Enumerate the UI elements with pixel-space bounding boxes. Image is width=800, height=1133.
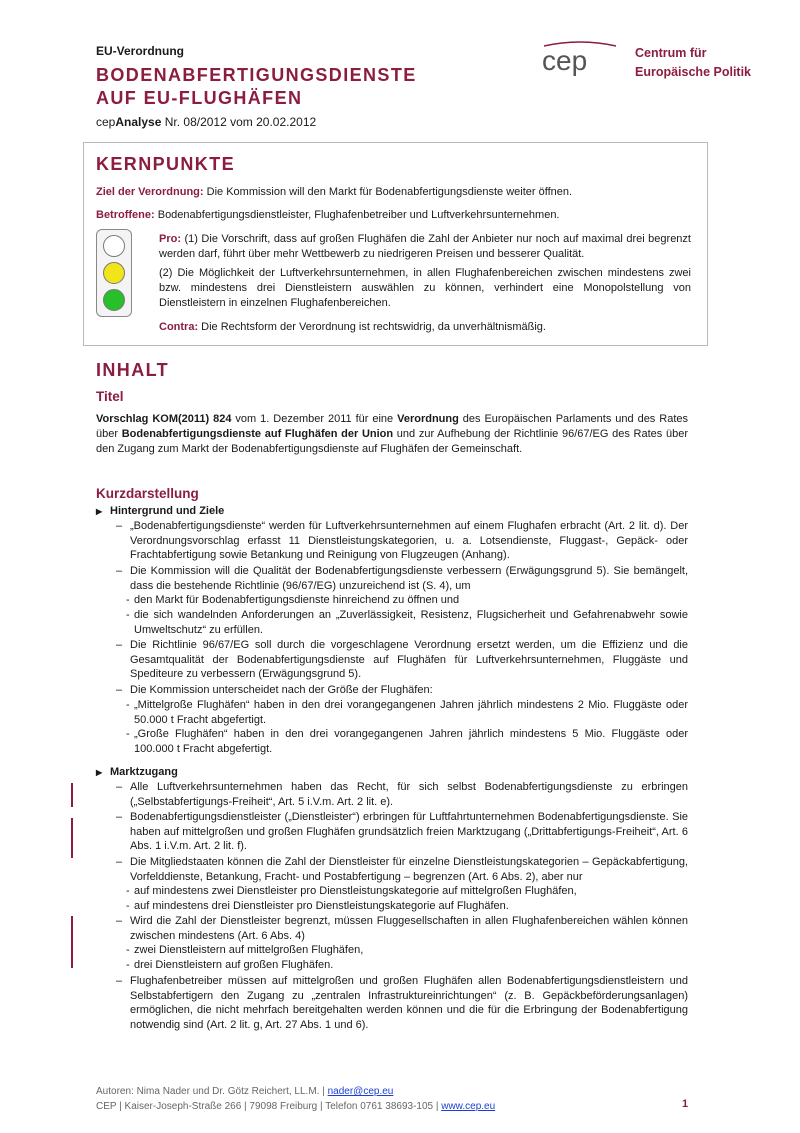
section-title: Hintergrund und Ziele — [110, 505, 225, 517]
titel-bold-3: Bodenabfertigungsdienste auf Flughäfen der Union — [121, 428, 394, 440]
footer-authors: Autoren: Nima Nader und Dr. Götz Reichert, LL.M. | — [96, 1086, 328, 1097]
list-item: – Die Kommission will die Qualität der Bodenabfertigungsdienste verbessern (Erwägungsgrund 5). Sie bemängelt, dass die bestehende Richtlinie (96/67/EG) unzureichend ist (S. 4), um — [116, 565, 688, 592]
traffic-light-green — [103, 289, 125, 311]
logo-line-2: Europäische Politik — [635, 65, 752, 79]
contra-label: Contra: — [159, 321, 199, 333]
list-item-text: Die Kommission will die Qualität der Bodenabfertigungsdienste verbessern (Erwägungsgrund 5). Sie bemängelt, dass die bestehende Richtlinie (96/67/EG) unzureichend ist (S. 4), um — [130, 565, 688, 592]
ziel-line — [96, 185, 692, 200]
sub-item-text: „Mittelgroße Flughäfen“ haben in den drei vorangegangenen Jahren jährlich mindestens 2 Mio. Fluggäste oder 50.000 t Fracht abgefertigt. — [134, 699, 688, 726]
titel-paragraph — [96, 412, 688, 457]
list-item-text: Die Mitgliedstaaten können die Zahl der Dienstleister für einzelne Dienstleistungskategorien – Gepäckabfertigung, Vorfelddienste, Betankung, Fracht- und Postabfertigung – begrenzen (Art. 6 Abs. 2), aber nur — [130, 856, 688, 883]
cep-logo — [538, 40, 622, 80]
footer — [96, 1084, 495, 1114]
sub-item-text: die sich wandelnden Anforderungen an „Zuverlässigkeit, Resistenz, Flugsicherheit und Gefahrenabwehr sowie Umweltschutz“ zu erfüllen. — [134, 609, 688, 636]
list-item-text: Bodenabfertigungsdienstleister („Dienstleister“) erbringen für Luftfahrtunternehmen Bodenabfertigungsdienste. Sie haben auf mittelgroßen und großen Flughäfen grundsätzlich freien Marktzugang („Drittabfertigungs-Freiheit“, Art. 6 Abs. 1 i.V.m. Art. 2 lit. f). — [130, 811, 688, 852]
list-item-text: Alle Luftverkehrsunternehmen haben das Recht, für sich selbst Bodenabfertigungsdienste zu erbringen („Selbstabfertigungs-Freiheit“, Art. 5 i.V.m. Art. 2 lit. e). — [130, 781, 688, 808]
ziel-label: Ziel der Verordnung: — [96, 186, 204, 198]
sub-list-item: - die sich wandelnden Anforderungen an „Zuverlässigkeit, Resistenz, Flugsicherheit und Gefahrenabwehr sowie Umweltschutz“ zu erfüllen. — [126, 609, 688, 636]
sub-item-text: „Große Flughäfen“ haben in den drei vorangegangenen Jahren jährlich mindestens 5 Mio. Fluggäste oder 100.000 t Fracht abgefertigt. — [134, 728, 688, 755]
document-kicker: EU-Verordnung — [96, 44, 185, 58]
ziel-text: Die Kommission will den Markt für Bodenabfertigungsdienste weiter öffnen. — [203, 186, 573, 198]
sub-list-item: - „Mittelgroße Flughäfen“ haben in den drei vorangegangenen Jahren jährlich mindestens 2 Mio. Fluggäste oder 50.000 t Fracht abgefertigt. — [126, 699, 688, 726]
footer-address: CEP | Kaiser-Joseph-Straße 266 | 79098 Freiburg | Telefon 0761 38693-105 | — [96, 1101, 442, 1112]
list-item: – „Bodenabfertigungsdienste“ werden für Luftverkehrsunternehmen auf einem Flughafen erbracht (Art. 2 lit. d). Der Verordnungsvorschlag erfasst 11 Dienstleistungskategorien, u. a. Lotsendienste, Fluggast-, Gepäck- oder Frachtabfertigung sowie Betankung und Reinigung von Flugzeugen (Anhang). — [116, 520, 688, 561]
sub-list-item: - auf mindestens drei Dienstleister pro Dienstleistungskategorie auf Flughäfen. — [126, 900, 509, 912]
pro-point-2: (2) Die Möglichkeit der Luftverkehrsunternehmen, in allen Flughafenbereichen zwischen mindestens zwei bzw. mindestens drei Dienstleistern auswählen zu können, verhindert eine Monopolstellung von Dienstleistern in einzelnen Flughafenbereichen. — [159, 267, 691, 309]
list-item: – Bodenabfertigungsdienstleister („Dienstleister“) erbringen für Luftfahrtunternehmen Bodenabfertigungsdienste. Sie haben auf mittelgroßen und großen Flughäfen grundsätzlich freien Marktzugang („Drittabfertigungs-Freiheit“, Art. 6 Abs. 1 i.V.m. Art. 2 lit. f). — [116, 811, 688, 852]
section-marktzugang-heading — [96, 766, 178, 778]
margin-change-bar — [71, 783, 73, 807]
margin-change-bar — [71, 818, 73, 858]
betroffene-text: Bodenabfertigungsdienstleister, Flughafenbetreiber und Luftverkehrsunternehmen. — [154, 209, 560, 221]
traffic-light-white — [103, 235, 125, 257]
sub-item-text: drei Dienstleistern auf großen Flughäfen. — [134, 959, 334, 971]
list-item-text: „Bodenabfertigungsdienste“ werden für Luftverkehrsunternehmen auf einem Flughafen erbracht (Art. 2 lit. d). Der Verordnungsvorschlag erfasst 11 Dienstleistungskategorien, u. a. Lotsendienste, Fluggast-, Gepäck- oder Frachtabfertigung sowie Betankung und Reinigung von Flugzeugen (Anhang). — [130, 520, 688, 561]
sub-item-text: den Markt für Bodenabfertigungsdienste hinreichend zu öffnen und — [134, 594, 460, 606]
kurzdarstellung-heading: Kurzdarstellung — [96, 486, 199, 501]
triangle-bullet-icon: ▶ — [96, 768, 103, 777]
pub-number-date: Nr. 08/2012 vom 20.02.2012 — [161, 115, 317, 129]
logo-word: cep — [542, 45, 588, 76]
sub-item-text: auf mindestens zwei Dienstleister pro Dienstleistungskategorie auf mittelgroßen Flughäfen, — [134, 885, 577, 897]
pub-series: Analyse — [115, 115, 162, 129]
publication-info — [96, 115, 316, 129]
sub-list-item: - zwei Dienstleistern auf mittelgroßen Flughäfen, — [126, 944, 364, 956]
logo-line-1: Centrum für — [635, 46, 707, 60]
traffic-light-icon — [96, 229, 132, 317]
margin-change-bar — [71, 916, 73, 968]
list-item-text: Die Richtlinie 96/67/EG soll durch die vorgeschlagene Verordnung ersetzt werden, um die Effizienz und die Gesamtqualität der Bodenabfertigungsdienste auf Flughäfen für Luftverkehrsunternehmen, Fluggäste und Spediteure zu verbessern (Erwägungsgrund 5). — [130, 639, 688, 680]
pro-1-text: (1) Die Vorschrift, dass auf großen Flughäfen die Zahl der Anbieter nur noch auf maximal drei begrenzt werden darf, führt über mehr Wettbewerb zu niedrigeren Preisen und besserer Qualität. — [159, 233, 691, 260]
titel-bold-1: Vorschlag KOM(2011) 824 — [96, 413, 232, 425]
pro-label: Pro: — [159, 233, 181, 245]
contra-text: Die Rechtsform der Verordnung ist rechtswidrig, da unverhältnismäßig. — [198, 321, 546, 333]
kernpunkte-heading: KERNPUNKTE — [96, 154, 236, 174]
titel-bold-2: Verordnung — [397, 413, 459, 425]
section-title: Marktzugang — [110, 766, 178, 778]
page-number: 1 — [682, 1098, 689, 1110]
logo-org-name — [635, 44, 751, 82]
pub-prefix: cep — [96, 115, 116, 129]
titel-heading: Titel — [96, 389, 124, 404]
footer-address-line — [96, 1099, 495, 1114]
sub-item-text: zwei Dienstleistern auf mittelgroßen Flughäfen, — [134, 944, 364, 956]
section-hintergrund-heading — [96, 505, 224, 517]
traffic-light-yellow — [103, 262, 125, 284]
contra-point — [159, 320, 691, 335]
sub-list-item: - „Große Flughäfen“ haben in den drei vorangegangenen Jahren jährlich mindestens 5 Mio. Fluggäste oder 100.000 t Fracht abgefertigt. — [126, 728, 688, 755]
list-item-text: Wird die Zahl der Dienstleister begrenzt, müssen Fluggesellschaften in allen Flughafenbereichen wählen können zwischen mindestens (Art. 6 Abs. 4) — [130, 915, 688, 942]
list-item: – Die Richtlinie 96/67/EG soll durch die vorgeschlagene Verordnung ersetzt werden, um die Effizienz und die Gesamtqualität der Bodenabfertigungsdienste auf Flughäfen für Luftverkehrsunternehmen, Fluggäste und Spediteure zu verbessern (Erwägungsgrund 5). — [116, 639, 688, 680]
inhalt-heading: INHALT — [96, 360, 170, 380]
list-item: – Wird die Zahl der Dienstleister begrenzt, müssen Fluggesellschaften in allen Flughafenbereichen wählen können zwischen mindestens (Art. 6 Abs. 4) — [116, 915, 688, 942]
website-link[interactable]: www.cep.eu — [441, 1101, 496, 1112]
betroffene-label: Betroffene: — [96, 209, 155, 221]
title-line-2: AUF EU-FLUGHÄFEN — [96, 88, 303, 108]
list-item-text: Die Kommission unterscheidet nach der Größe der Flughäfen: — [130, 684, 433, 696]
sub-list-item: - auf mindestens zwei Dienstleister pro Dienstleistungskategorie auf mittelgroßen Flughäfen, — [126, 885, 577, 897]
list-item: – Flughafenbetreiber müssen auf mittelgroßen und großen Flughäfen allen Bodenabfertigungsdienstleistern und Selbstabfertigern den Zugang zu „zentralen Infrastruktureinrichtungen“ (z. B. Gepäckbeförderungsanlagen) ermöglichen, die nicht mehrfach bereitgehalten werden können und die für die Erbringung der Bodenabfertigung notwendig sind (Art. 2 lit. g, Art. 27 Abs. 1 und 6). — [116, 975, 688, 1031]
titel-text-3: und zur Aufhebung der Richtlinie 96/67/EG des Rates über den Zugang zum Markt der Bodenabfertigungsdienste auf Flughäfen der Gemeinschaft. — [96, 428, 688, 455]
footer-authors-line — [96, 1084, 495, 1099]
document-title — [96, 64, 417, 110]
list-item: – Alle Luftverkehrsunternehmen haben das Recht, für sich selbst Bodenabfertigungsdienste zu erbringen („Selbstabfertigungs-Freiheit“, Art. 5 i.V.m. Art. 2 lit. e). — [116, 781, 688, 808]
sub-item-text: auf mindestens drei Dienstleister pro Dienstleistungskategorie auf Flughäfen. — [134, 900, 509, 912]
list-item: – Die Kommission unterscheidet nach der Größe der Flughäfen: — [116, 683, 688, 698]
betroffene-line — [96, 208, 692, 223]
triangle-bullet-icon: ▶ — [96, 507, 103, 516]
sub-list-item: - den Markt für Bodenabfertigungsdienste hinreichend zu öffnen und — [126, 594, 460, 606]
title-line-1: BODENABFERTIGUNGSDIENSTE — [96, 65, 417, 85]
titel-text-2: des Europäischen Parlaments und des Rates über — [96, 413, 688, 440]
list-item: – Die Mitgliedstaaten können die Zahl der Dienstleister für einzelne Dienstleistungskategorien – Gepäckabfertigung, Vorfelddienste, Betankung, Fracht- und Postabfertigung – begrenzen (Art. 6 Abs. 2), aber nur — [116, 856, 688, 883]
list-item-text: Flughafenbetreiber müssen auf mittelgroßen und großen Flughäfen allen Bodenabfertigungsdienstleistern und Selbstabfertigern den Zugang zu „zentralen Infrastruktureinrichtungen“ (z. B. Gepäckbeförderungsanlagen) ermöglichen, die nicht mehrfach bereitgehalten werden können und die für die Erbringung der Bodenabfertigung notwendig sind (Art. 2 lit. g, Art. 27 Abs. 1 und 6). — [130, 975, 688, 1031]
author-email-link[interactable]: nader@cep.eu — [327, 1086, 394, 1097]
pro-point-1 — [159, 232, 691, 262]
sub-list-item: - drei Dienstleistern auf großen Flughäfen. — [126, 959, 334, 971]
titel-text-1: vom 1. Dezember 2011 für eine — [231, 413, 398, 425]
